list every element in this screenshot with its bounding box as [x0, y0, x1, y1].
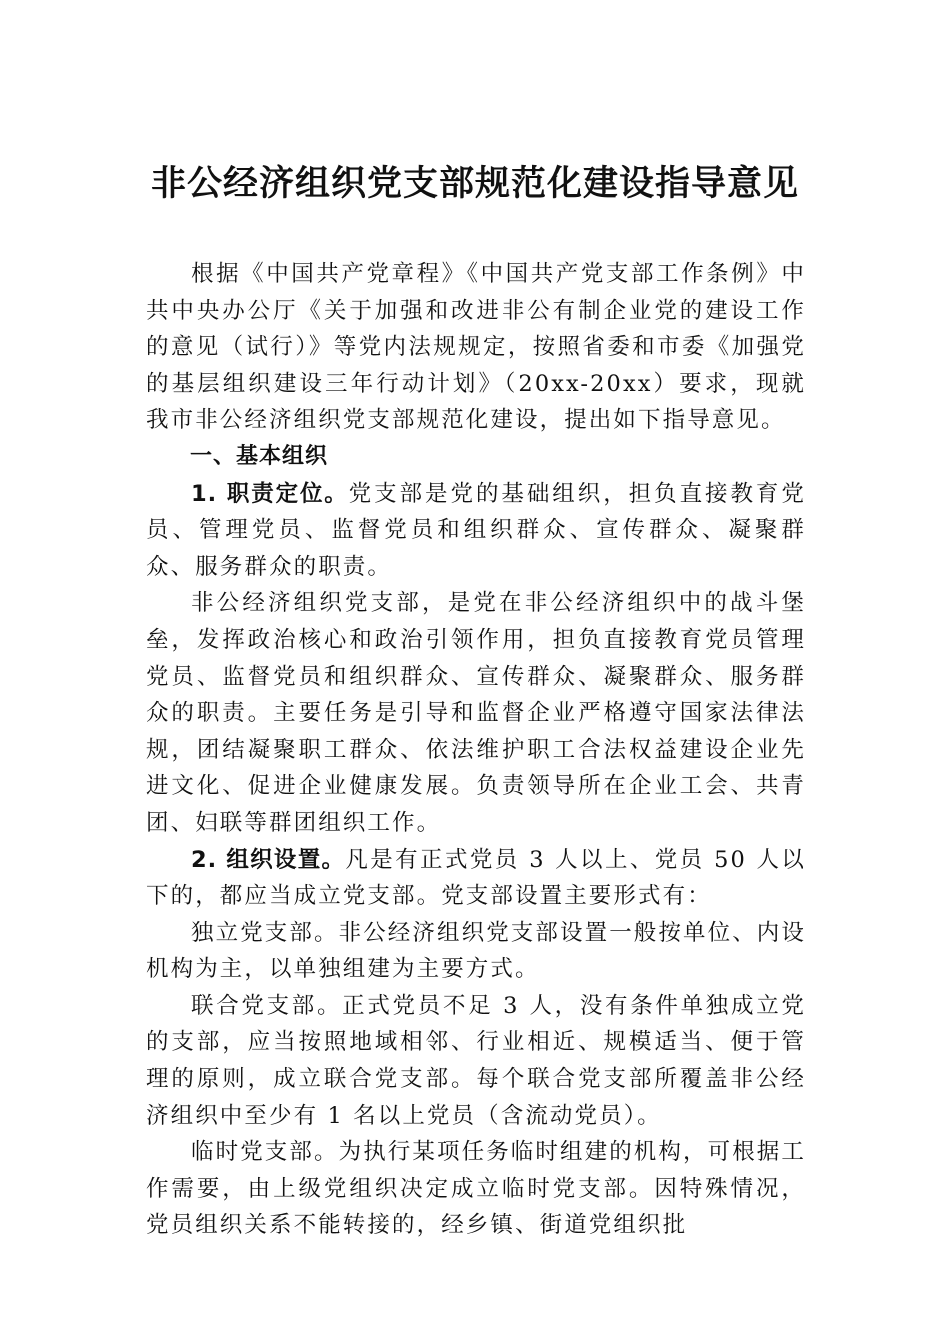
item-organization-setup-lead: 2. 组织设置。: [191, 846, 346, 873]
independent-branch-paragraph: 独立党支部。非公经济组织党支部设置一般按单位、内设机构为主，以单独组建为主要方式。: [146, 919, 807, 983]
item-responsibility-paragraph: [146, 476, 806, 586]
section-heading-basic-organization: 一、基本组织: [190, 443, 329, 469]
item-organization-setup-paragraph: [146, 842, 806, 915]
item-organization-setup-text: 凡是有正式党员 3 人以上、党员 50 人以下的，都应当成立党支部。党支部设置主要形式有：: [146, 846, 806, 910]
intro-paragraph: 根据《中国共产党章程》《中国共产党支部工作条例》中共中央办公厅《关于加强和改进非公有制企业党的建设工作的意见（试行）》等党内法规规定，按照省委和市委《加强党的基层组织建设三年行动计划》（20xx-20xx）要求，现就我市非公经济组织党支部规范化建设，提出如下指导意见。: [146, 261, 806, 434]
joint-branch-paragraph: 联合党支部。正式党员不足 3 人，没有条件单独成立党的支部，应当按照地域相邻、行业相近、规模适当、便于管理的原则，成立联合党支部。每个联合党支部所覆盖非公经济组织中至少有 1 名以上党员（含流动党员）。: [146, 992, 806, 1129]
item-responsibility-lead: 1. 职责定位。: [191, 480, 349, 507]
item-responsibility-text: 党支部是党的基础组织，担负直接教育党员、管理党员、监督党员和组织群众、宣传群众、凝聚群众、服务群众的职责。: [146, 480, 806, 580]
non-public-branch-paragraph: 非公经济组织党支部，是党在非公经济组织中的战斗堡垒，发挥政治核心和政治引领作用，担负直接教育党员管理党员、监督党员和组织群众、宣传群众、凝聚群众、服务群众的职责。主要任务是引导和监督企业严格遵守国家法律法规，团结凝聚职工群众、依法维护职工合法权益建设企业先进文化、促进企业健康发展。负责领导所在企业工会、共青团、妇联等群团组织工作。: [146, 590, 806, 836]
temporary-branch-paragraph: 临时党支部。为执行某项任务临时组建的机构，可根据工作需要，由上级党组织决定成立临时党支部。因特殊情况，党员组织关系不能转接的，经乡镇、街道党组织批: [146, 1139, 807, 1239]
document-title: 非公经济组织党支部规范化建设指导意见: [150, 164, 799, 204]
document-body: [146, 256, 806, 1244]
